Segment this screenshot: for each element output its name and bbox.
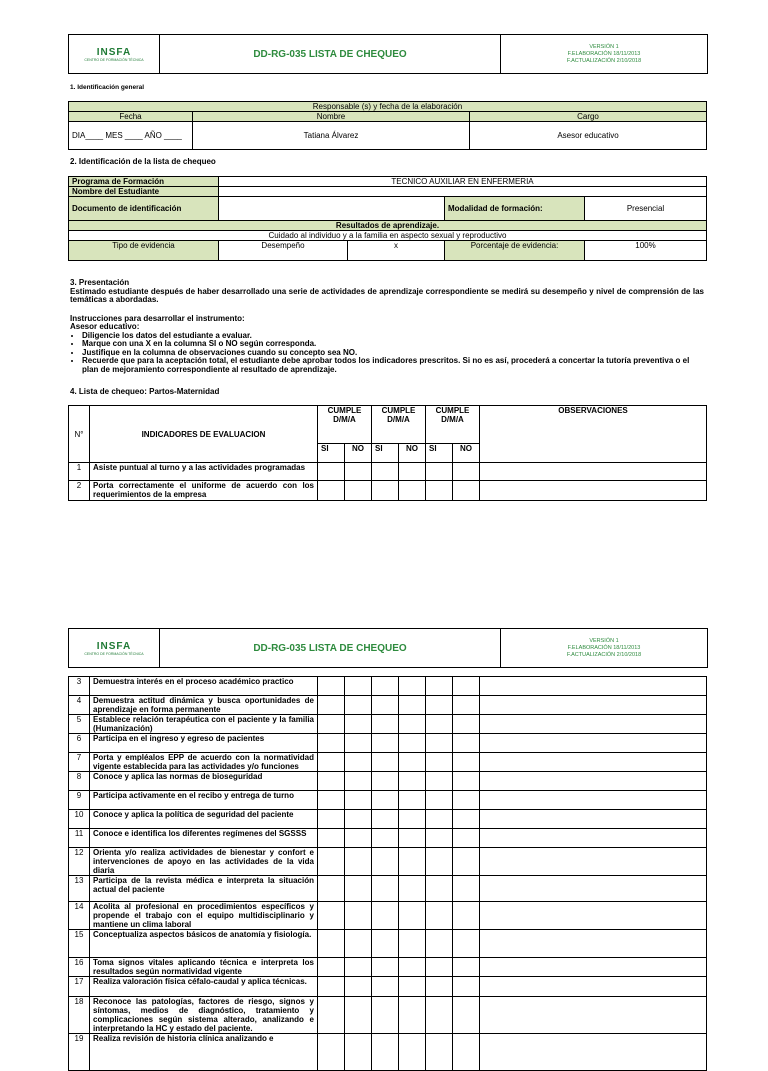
- table-row: [69, 876, 707, 902]
- logo-text: INSFA: [96, 46, 132, 58]
- row-number: 5: [69, 715, 90, 734]
- row-number: 3: [69, 677, 90, 696]
- table-row: [69, 753, 707, 772]
- check-cell[interactable]: [372, 876, 399, 902]
- version-block: [501, 629, 707, 667]
- check-cell[interactable]: [399, 791, 426, 810]
- check-cell[interactable]: [372, 829, 399, 848]
- col-si-2: SI: [372, 444, 399, 463]
- page1-header: [68, 34, 708, 74]
- check-cell[interactable]: [426, 958, 453, 977]
- document-title: DD-RG-035 LISTA DE CHEQUEO: [160, 629, 501, 667]
- row-number: 18: [69, 997, 90, 1034]
- check-cell[interactable]: [318, 958, 345, 977]
- observation-cell[interactable]: [480, 829, 707, 848]
- col-no-1: NO: [345, 444, 372, 463]
- instruction-item: • Marque con una X en la columna SI o NO según corresponda.: [82, 340, 704, 349]
- check-cell[interactable]: [318, 810, 345, 829]
- observation-cell[interactable]: [480, 876, 707, 902]
- instruction-item: • Recuerde que para la aceptación total, el estudiante debe aprobar todos los indicadores prescritos. Si no es así, procederá a concertar la tutoría preventiva o el plan de mejoramiento correspondiente al resultado de aprendizaje.: [82, 357, 704, 374]
- check-cell[interactable]: [318, 463, 345, 481]
- observation-cell[interactable]: [480, 977, 707, 997]
- row-number: 12: [69, 848, 90, 876]
- check-cell[interactable]: [345, 829, 372, 848]
- fecha-field[interactable]: DIA____ MES ____ AÑO ____: [69, 122, 193, 150]
- row-number: 13: [69, 876, 90, 902]
- update-date: F.ACTUALIZACIÓN 2/10/2018: [566, 57, 642, 64]
- check-cell[interactable]: [345, 715, 372, 734]
- check-cell[interactable]: [372, 977, 399, 997]
- row-number: 16: [69, 958, 90, 977]
- section3-heading: 3. Presentación: [70, 278, 130, 287]
- col-si-3: SI: [426, 444, 453, 463]
- table-row: [69, 829, 707, 848]
- check-cell[interactable]: [453, 997, 480, 1034]
- table-row: [69, 715, 707, 734]
- observation-cell[interactable]: [480, 734, 707, 753]
- check-cell[interactable]: [453, 1034, 480, 1071]
- check-cell[interactable]: [372, 791, 399, 810]
- check-cell[interactable]: [345, 876, 372, 902]
- table-row: [69, 1034, 707, 1071]
- col-fecha: Fecha: [69, 112, 193, 122]
- row-number: 2: [69, 481, 90, 501]
- section2-heading: 2. Identificación de la lista de chequeo: [70, 157, 216, 166]
- check-cell[interactable]: [318, 930, 345, 958]
- row-number: 8: [69, 772, 90, 791]
- check-cell[interactable]: [372, 734, 399, 753]
- check-cell[interactable]: [426, 753, 453, 772]
- section1-heading: 1. Identificación general: [70, 84, 145, 91]
- indicator-text: Participa activamente en el recibo y entrega de turno: [90, 791, 318, 810]
- tipo-evidencia-mark[interactable]: x: [348, 241, 445, 261]
- section3-block: [70, 279, 704, 374]
- programa-value: TECNICO AUXILIAR EN ENFERMERIA: [219, 177, 707, 187]
- check-cell[interactable]: [372, 481, 399, 501]
- check-cell[interactable]: [345, 1034, 372, 1071]
- check-cell[interactable]: [399, 876, 426, 902]
- version-block: [501, 35, 707, 73]
- check-cell[interactable]: [453, 696, 480, 715]
- check-cell[interactable]: [372, 1034, 399, 1071]
- table-row: [69, 848, 707, 876]
- insfa-logo: [69, 629, 160, 667]
- check-cell[interactable]: [399, 715, 426, 734]
- table-row: [69, 734, 707, 753]
- check-cell[interactable]: [345, 677, 372, 696]
- check-cell[interactable]: [318, 1034, 345, 1071]
- check-cell[interactable]: [318, 753, 345, 772]
- row-number: 6: [69, 734, 90, 753]
- check-cell[interactable]: [345, 977, 372, 997]
- version-label: VERSIÓN 1: [589, 637, 619, 644]
- check-cell[interactable]: [426, 930, 453, 958]
- document-title: DD-RG-035 LISTA DE CHEQUEO: [160, 35, 501, 73]
- check-cell[interactable]: [372, 930, 399, 958]
- check-cell[interactable]: [345, 481, 372, 501]
- table-row: [69, 791, 707, 810]
- col-no-2: NO: [399, 444, 426, 463]
- check-cell[interactable]: [399, 848, 426, 876]
- check-cell[interactable]: [318, 715, 345, 734]
- modalidad-value: Presencial: [585, 197, 707, 221]
- check-cell[interactable]: [426, 977, 453, 997]
- indicator-text: Conoce y aplica la política de seguridad del paciente: [90, 810, 318, 829]
- check-cell[interactable]: [372, 997, 399, 1034]
- row-number: 10: [69, 810, 90, 829]
- table-row: [69, 772, 707, 791]
- check-cell[interactable]: [399, 696, 426, 715]
- check-cell[interactable]: [426, 696, 453, 715]
- table-row: [69, 958, 707, 977]
- observation-cell[interactable]: [480, 958, 707, 977]
- check-cell[interactable]: [453, 977, 480, 997]
- check-cell[interactable]: [453, 715, 480, 734]
- instructions-subtitle: Asesor educativo:: [70, 322, 140, 331]
- col-n: N°: [69, 406, 90, 463]
- check-cell[interactable]: [372, 677, 399, 696]
- check-cell[interactable]: [453, 463, 480, 481]
- observation-cell[interactable]: [480, 791, 707, 810]
- insfa-logo: [69, 35, 160, 73]
- check-cell[interactable]: [372, 958, 399, 977]
- cargo-value: Asesor educativo: [470, 122, 707, 150]
- check-cell[interactable]: [345, 696, 372, 715]
- check-cell[interactable]: [318, 977, 345, 997]
- check-cell[interactable]: [426, 876, 453, 902]
- table-row: [69, 997, 707, 1034]
- check-cell[interactable]: [399, 930, 426, 958]
- observation-cell[interactable]: [480, 848, 707, 876]
- instructions-title: Instrucciones para desarrollar el instrumento:: [70, 313, 245, 323]
- table-row: [69, 902, 707, 930]
- check-cell[interactable]: [372, 463, 399, 481]
- check-cell[interactable]: [345, 930, 372, 958]
- observation-cell[interactable]: [480, 997, 707, 1034]
- check-cell[interactable]: [318, 902, 345, 930]
- check-cell[interactable]: [453, 848, 480, 876]
- observation-cell[interactable]: [480, 902, 707, 930]
- check-cell[interactable]: [372, 810, 399, 829]
- indicator-text: Asiste puntual al turno y a las actividades programadas: [90, 463, 318, 481]
- estudiante-field[interactable]: [219, 187, 707, 197]
- check-cell[interactable]: [345, 997, 372, 1034]
- nombre-value: Tatiana Álvarez: [193, 122, 470, 150]
- row-number: 19: [69, 1034, 90, 1071]
- estudiante-label: Nombre del Estudiante: [69, 187, 219, 197]
- table-row: [69, 463, 707, 481]
- logo-text: INSFA: [96, 640, 132, 652]
- check-cell[interactable]: [399, 902, 426, 930]
- indicator-text: Conoce e identifica los diferentes regímenes del SGSSS: [90, 829, 318, 848]
- check-cell[interactable]: [453, 481, 480, 501]
- indicator-text: Orienta y/o realiza actividades de bienestar y confort e intervenciones de apoyo en las actividades de la vida diaria: [90, 848, 318, 876]
- check-cell[interactable]: [318, 734, 345, 753]
- observation-cell[interactable]: [480, 481, 707, 501]
- table-row: [69, 977, 707, 997]
- check-cell[interactable]: [426, 772, 453, 791]
- indicator-text: Porta y empléalos EPP de acuerdo con la normatividad vigente establecida para las actividades y/o funciones: [90, 753, 318, 772]
- check-cell[interactable]: [453, 902, 480, 930]
- row-number: 14: [69, 902, 90, 930]
- row-number: 15: [69, 930, 90, 958]
- check-cell[interactable]: [399, 734, 426, 753]
- check-cell[interactable]: [453, 958, 480, 977]
- col-no-3: NO: [453, 444, 480, 463]
- check-cell[interactable]: [372, 753, 399, 772]
- check-cell[interactable]: [345, 463, 372, 481]
- col-cumple-1: CUMPLE D/M/A: [318, 406, 372, 444]
- check-cell[interactable]: [453, 810, 480, 829]
- checklist-table-page2: [68, 676, 707, 1071]
- row-number: 1: [69, 463, 90, 481]
- indicator-text: Conceptualiza aspectos básicos de anatomía y fisiología.: [90, 930, 318, 958]
- instructions-list: [70, 332, 704, 375]
- col-cargo: Cargo: [470, 112, 707, 122]
- check-cell[interactable]: [318, 481, 345, 501]
- check-cell[interactable]: [318, 791, 345, 810]
- check-cell[interactable]: [399, 772, 426, 791]
- elaboration-date: F.ELABORACIÓN 18/11/2013: [567, 50, 641, 57]
- col-cumple-2: CUMPLE D/M/A: [372, 406, 426, 444]
- responsable-header: Responsable (s) y fecha de la elaboración: [69, 102, 707, 112]
- indicator-text: Realiza revisión de historia clínica analizando e: [90, 1034, 318, 1071]
- check-cell[interactable]: [399, 753, 426, 772]
- presentacion-paragraph: Estimado estudiante después de haber desarrollado una serie de actividades de aprendizaje correspondiente se medirá su desempeño y nivel de comprensión de las temáticas a abordadas.: [70, 286, 704, 304]
- check-cell[interactable]: [345, 958, 372, 977]
- indicator-text: Demuestra actitud dinámica y busca oportunidades de aprendizaje en forma permanente: [90, 696, 318, 715]
- check-cell[interactable]: [318, 696, 345, 715]
- check-cell[interactable]: [426, 902, 453, 930]
- indicator-text: Establece relación terapéutica con el paciente y la familia (Humanización): [90, 715, 318, 734]
- section4-heading: 4. Lista de chequeo: Partos-Maternidad: [70, 387, 220, 396]
- check-cell[interactable]: [345, 734, 372, 753]
- check-cell[interactable]: [426, 1034, 453, 1071]
- check-cell[interactable]: [345, 902, 372, 930]
- observation-cell[interactable]: [480, 753, 707, 772]
- logo-subtext: CENTRO DE FORMACIÓN TÉCNICA: [84, 651, 144, 656]
- resultados-label: Resultados de aprendizaje.: [69, 221, 707, 231]
- check-cell[interactable]: [345, 810, 372, 829]
- col-indicadores: INDICADORES DE EVALUACION: [90, 406, 318, 463]
- check-cell[interactable]: [399, 958, 426, 977]
- indicator-text: Toma signos vitales aplicando técnica e interpreta los resultados según normatividad vigente: [90, 958, 318, 977]
- check-cell[interactable]: [426, 677, 453, 696]
- instruction-item: • Justifique en la columna de observaciones cuando su concepto sea NO.: [82, 349, 704, 358]
- check-cell[interactable]: [345, 753, 372, 772]
- modalidad-label: Modalidad de formación:: [445, 197, 585, 221]
- instruction-item: • Diligencie los datos del estudiante a evaluar.: [82, 332, 704, 341]
- indicator-text: Acolita al profesional en procedimientos específicos y propende el trabajo con el equipo multidisciplinario y mantiene un clima laboral: [90, 902, 318, 930]
- table-row: [69, 696, 707, 715]
- col-si-1: SI: [318, 444, 345, 463]
- programa-label: Programa de Formación: [69, 177, 219, 187]
- indicator-text: Porta correctamente el uniforme de acuerdo con los requerimientos de la empresa: [90, 481, 318, 501]
- row-number: 7: [69, 753, 90, 772]
- observation-cell[interactable]: [480, 810, 707, 829]
- check-cell[interactable]: [426, 829, 453, 848]
- check-cell[interactable]: [453, 753, 480, 772]
- indicator-text: Conoce y aplica las normas de bioseguridad: [90, 772, 318, 791]
- check-cell[interactable]: [318, 997, 345, 1034]
- check-cell[interactable]: [318, 876, 345, 902]
- resultado-value: Cuidado al individuo y a la familia en aspecto sexual y reproductivo: [69, 231, 707, 241]
- check-cell[interactable]: [318, 772, 345, 791]
- check-cell[interactable]: [426, 481, 453, 501]
- documento-label: Documento de identificación: [69, 197, 219, 221]
- indicator-text: Participa en el ingreso y egreso de pacientes: [90, 734, 318, 753]
- check-cell[interactable]: [453, 734, 480, 753]
- check-cell[interactable]: [453, 930, 480, 958]
- check-cell[interactable]: [399, 463, 426, 481]
- observation-cell[interactable]: [480, 677, 707, 696]
- check-cell[interactable]: [426, 734, 453, 753]
- check-cell[interactable]: [453, 677, 480, 696]
- check-cell[interactable]: [318, 829, 345, 848]
- check-cell[interactable]: [345, 791, 372, 810]
- row-number: 17: [69, 977, 90, 997]
- check-cell[interactable]: [426, 810, 453, 829]
- observation-cell[interactable]: [480, 463, 707, 481]
- check-cell[interactable]: [345, 772, 372, 791]
- check-cell[interactable]: [372, 772, 399, 791]
- observation-cell[interactable]: [480, 772, 707, 791]
- check-cell[interactable]: [453, 791, 480, 810]
- table-row: [69, 481, 707, 501]
- observation-cell[interactable]: [480, 1034, 707, 1071]
- check-cell[interactable]: [426, 997, 453, 1034]
- check-cell[interactable]: [399, 481, 426, 501]
- check-cell[interactable]: [399, 829, 426, 848]
- check-cell[interactable]: [453, 772, 480, 791]
- tipo-evidencia-value: Desempeño: [219, 241, 348, 261]
- check-cell[interactable]: [426, 791, 453, 810]
- check-cell[interactable]: [399, 997, 426, 1034]
- check-cell[interactable]: [318, 677, 345, 696]
- tipo-evidencia-label: Tipo de evidencia: [69, 241, 219, 261]
- check-cell[interactable]: [399, 810, 426, 829]
- check-cell[interactable]: [426, 463, 453, 481]
- check-cell[interactable]: [399, 1034, 426, 1071]
- check-cell[interactable]: [399, 977, 426, 997]
- check-cell[interactable]: [426, 715, 453, 734]
- check-cell[interactable]: [453, 876, 480, 902]
- col-cumple-3: CUMPLE D/M/A: [426, 406, 480, 444]
- check-cell[interactable]: [399, 677, 426, 696]
- identification-table: [68, 101, 707, 150]
- table-row: [69, 677, 707, 696]
- observation-cell[interactable]: [480, 696, 707, 715]
- elaboration-date: F.ELABORACIÓN 18/11/2013: [567, 644, 641, 651]
- col-observaciones: OBSERVACIONES: [480, 406, 707, 463]
- update-date: F.ACTUALIZACIÓN 2/10/2018: [566, 651, 642, 658]
- indicator-text: Reconoce las patologías, factores de riesgo, signos y síntomas, medios de diagnóstico, tratamiento y complicaciones según sistema alterado, analizando e interpretando la HC y estado del paciente.: [90, 997, 318, 1034]
- col-nombre: Nombre: [193, 112, 470, 122]
- porcentaje-value: 100%: [585, 241, 707, 261]
- check-cell[interactable]: [318, 848, 345, 876]
- row-number: 11: [69, 829, 90, 848]
- indicator-text: Participa de la revista médica e interpreta la situación actual del paciente: [90, 876, 318, 902]
- row-number: 9: [69, 791, 90, 810]
- indicator-text: Demuestra interés en el proceso académico practico: [90, 677, 318, 696]
- check-cell[interactable]: [372, 848, 399, 876]
- check-cell[interactable]: [426, 848, 453, 876]
- documento-field[interactable]: [219, 197, 445, 221]
- checklist-table-page1: [68, 405, 707, 501]
- checklist-id-table: [68, 176, 707, 261]
- row-number: 4: [69, 696, 90, 715]
- logo-subtext: CENTRO DE FORMACIÓN TÉCNICA: [84, 57, 144, 62]
- table-row: [69, 810, 707, 829]
- check-cell[interactable]: [372, 715, 399, 734]
- indicator-text: Realiza valoración física céfalo-caudal y aplica técnicas.: [90, 977, 318, 997]
- check-cell[interactable]: [372, 696, 399, 715]
- table-row: [69, 930, 707, 958]
- check-cell[interactable]: [453, 829, 480, 848]
- page2-header: [68, 628, 708, 668]
- porcentaje-label: Porcentaje de evidencia:: [445, 241, 585, 261]
- check-cell[interactable]: [372, 902, 399, 930]
- version-label: VERSIÓN 1: [589, 43, 619, 50]
- observation-cell[interactable]: [480, 715, 707, 734]
- observation-cell[interactable]: [480, 930, 707, 958]
- check-cell[interactable]: [345, 848, 372, 876]
